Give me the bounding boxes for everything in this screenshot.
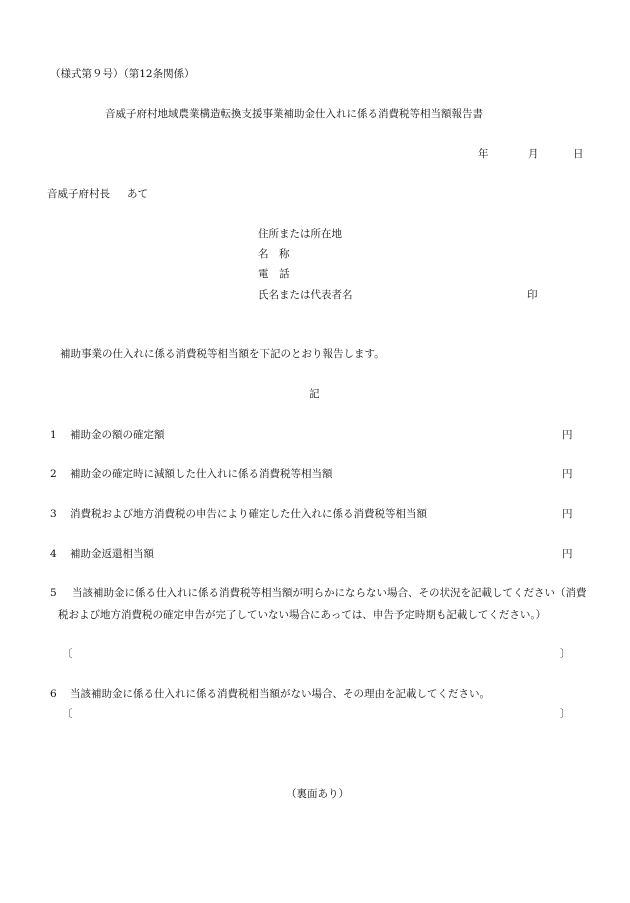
date-month-label: 月 bbox=[528, 148, 539, 160]
item-6-text: 当該補助金に係る仕入れに係る消費税相当額がない場合、その理由を記載してください。 bbox=[70, 688, 490, 700]
item-2-number: 2 bbox=[50, 468, 57, 480]
item-5-close-bracket: 〕 bbox=[560, 648, 571, 660]
item-1-label: 補助金の額の確定額 bbox=[70, 429, 165, 441]
item-4-unit: 円 bbox=[562, 548, 573, 560]
item-1-number: 1 bbox=[50, 429, 57, 441]
reverse-side-note: （裏面あり） bbox=[286, 788, 349, 800]
date-year-label: 年 bbox=[478, 148, 489, 160]
address-label: 住所または所在地 bbox=[258, 228, 342, 240]
item-6-open-bracket: 〔 bbox=[62, 708, 73, 720]
item-4-label: 補助金返還相当額 bbox=[70, 548, 154, 560]
item-3-number: 3 bbox=[50, 508, 57, 520]
name-label: 名 称 bbox=[258, 248, 290, 260]
item-6-close-bracket: 〕 bbox=[560, 708, 571, 720]
item-2-unit: 円 bbox=[562, 468, 573, 480]
representative-label: 氏名または代表者名 bbox=[258, 289, 353, 301]
phone-label: 電 話 bbox=[258, 268, 290, 280]
item-5-number: 5 bbox=[50, 587, 57, 599]
addressee-name: 音威子府村長 bbox=[47, 188, 110, 200]
item-1-unit: 円 bbox=[562, 429, 573, 441]
ki-heading: 記 bbox=[309, 388, 320, 400]
item-6-number: 6 bbox=[50, 688, 57, 700]
seal-mark: 印 bbox=[527, 289, 538, 301]
date-day-label: 日 bbox=[573, 148, 584, 160]
document-title: 音威子府村地域農業構造転換支援事業補助金仕入れに係る消費税等相当額報告書 bbox=[105, 108, 483, 120]
addressee-suffix: あて bbox=[127, 188, 148, 200]
form-number: （様式第９号）（第12条関係） bbox=[50, 68, 195, 80]
item-5-text: 当該補助金に係る仕入れに係る消費税等相当額が明らかにならない場合、その状況を記載してください（消費税および地方消費税の確定申告が完了していない場合にあっては、申告予定時期も記載してください。） bbox=[58, 587, 587, 621]
intro-text: 補助事業の仕入れに係る消費税等相当額を下記のとおり報告します。 bbox=[60, 348, 385, 360]
item-3-unit: 円 bbox=[562, 508, 573, 520]
item-5-open-bracket: 〔 bbox=[62, 648, 73, 660]
item-4-number: 4 bbox=[50, 548, 57, 560]
item-2-label: 補助金の確定時に減額した仕入れに係る消費税等相当額 bbox=[70, 468, 333, 480]
item-3-label: 消費税および地方消費税の申告により確定した仕入れに係る消費税等相当額 bbox=[70, 508, 427, 520]
